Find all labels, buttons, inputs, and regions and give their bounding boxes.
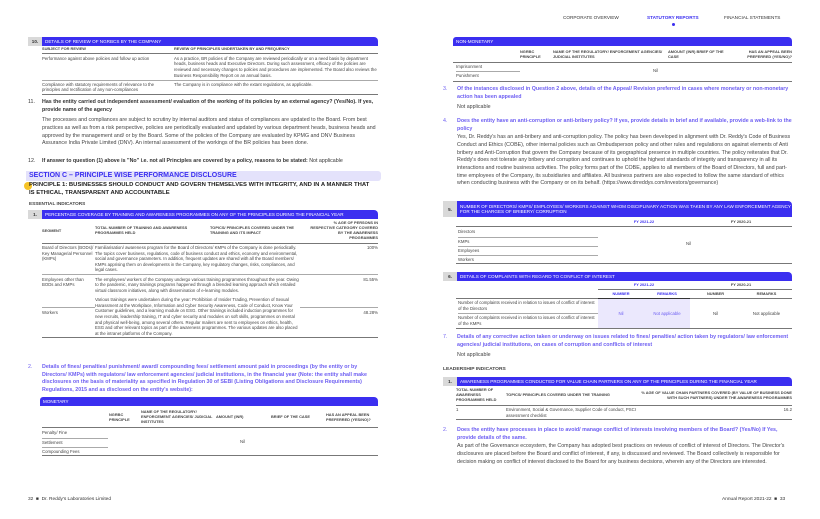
col-appeal: HAS AN APPEAL BEEN PREFERRED (YES/NO)? <box>326 411 371 422</box>
fy-2020-21: FY 2020-21 <box>730 282 752 287</box>
col-ngrbc: NGRBC PRINCIPLE <box>520 48 541 59</box>
q6-header <box>443 272 792 281</box>
row-directors-complaints: Number of complaints received in relation to issues of conflict of interest of the Directors <box>458 300 598 314</box>
col-segment: SEGMENT <box>42 227 62 233</box>
segment-cell: Employees other than BODs and KMPs <box>42 276 84 288</box>
segment-cell: Board of Directors (BODs)/ Key Managerial Personnel (KMPs) <box>42 245 94 262</box>
nav-financial-statements[interactable]: FINANCIAL STATEMENTS <box>724 15 781 20</box>
topics-cell: Environment, Social & Governance, Supplier Code of conduct, PSCI assessment checklist <box>506 407 636 418</box>
col-topics: TOPICS/ PRINCIPLES COVERED UNDER THE TRAINING AND ITS IMPACT <box>210 225 295 235</box>
topics-cell: Familiarisation/ awareness program for the Board of Directors/ KMPs of the Company is done periodically. The topics cover business, regulations, code of business conduct and ethics, economy and environmental, social and governance parameters. In addition, frequent updates are shared with all the Board members/ KMPs apprising them on developments in the Company, key regulatory changes, risks, compliances, and legal cases. <box>95 245 298 273</box>
l2-number: 2. <box>443 427 448 433</box>
q6-number: 6. <box>443 272 457 281</box>
col-topics: TOPICS/ PRINCIPLES COVERED UNDER THE TRAINING <box>506 392 610 398</box>
percentage-cell: 16.2 <box>783 407 792 412</box>
monetary-value: Nil <box>240 439 246 444</box>
col-appeal: HAS AN APPEAL BEEN PREFERRED (YES/NO)? <box>747 48 792 59</box>
right-footer: Annual Report 2021-22 ■ 33 <box>722 497 786 502</box>
col-amount: AMOUNT (INR) <box>216 414 244 420</box>
fy21-number: Nil <box>712 311 718 316</box>
table-row <box>42 245 378 273</box>
row-settlement: Settlement <box>42 439 108 448</box>
nav-corporate-overview[interactable]: CORPORATE OVERVIEW <box>563 15 619 20</box>
row-kmps-complaints: Number of complaints received in relation to issues of conflict of interest of the KMPs <box>458 315 595 326</box>
fy-2021-22: FY 2021-22 <box>633 282 655 287</box>
nonmonetary-table <box>453 47 792 82</box>
fy-2020-21: FY 2020-21 <box>730 219 752 224</box>
row-penalty: Penalty/ Fine <box>42 430 108 439</box>
topics-cell: The employees/ workers of the Company undergo various training programmes throughout the year. Owing to the pandemic, many trainings programs happened through a blended learning approach which entailed virtual classroom initiatives, along with dissemination of e-learning modules. <box>95 276 299 293</box>
table-row <box>42 297 378 336</box>
l1-table <box>456 387 792 420</box>
q3 <box>443 86 793 112</box>
q12-question: If answer to question (1) above is "No" i.e. not all Principles are covered by a policy, reasons to be stated: <box>42 158 308 164</box>
q11-answer: The processes and compliances are subject to scrutiny by internal auditors and status of compliances are updated to the Board. From best practices as well as from a risk perspective, policies are periodically evaluated and updated by various department heads, business heads and approved by the management and/ or by the Board. Some of the policies of the Company are evaluated by KPMG and DNV Business Assurance India Private Limited (DNV). An internal assessment of the workings of the BR policies has been done. <box>42 117 376 147</box>
l1-header <box>443 377 792 386</box>
q2 <box>28 364 378 395</box>
q6-table <box>456 282 792 329</box>
q4-number: 4. <box>443 118 448 124</box>
q3-question: Of the instances disclosed in Question 2 above, details of the Appeal/ Revision preferred in cases where monetary or non-monetary action has been appealed <box>457 86 789 100</box>
row-compounding: Compounding Fees <box>42 449 80 454</box>
q5-value: Nil <box>686 241 692 246</box>
l2-question: Does the entity have processes in place to avoid/ manage conflict of interests involving members of the Board? (Yes/No) If Yes, provide details of the same. <box>457 427 778 441</box>
fy21-remarks: Not applicable <box>752 311 781 316</box>
q10-title: DETAILS OF REVIEW OF NGRBCS BY THE COMPANY <box>42 37 378 46</box>
col-total: TOTAL NUMBER OF TRAINING AND AWARENESS PROGRAMMES HELD <box>95 225 188 235</box>
q1-header <box>28 210 378 219</box>
col-remarks: REMARKS <box>657 291 677 296</box>
q5-table <box>456 218 792 264</box>
q12-number: 12. <box>28 158 36 164</box>
page-number: 33 <box>779 497 786 502</box>
row-workers: Workers <box>458 257 474 262</box>
total-cell: 1 <box>456 407 459 412</box>
col-total: TOTAL NUMBER OF AWARENESS PROGRAMMES HELD <box>456 387 497 402</box>
report-name: Annual Report 2021-22 <box>722 497 772 502</box>
segment-cell: Workers <box>42 307 95 317</box>
monetary-header <box>40 397 378 406</box>
q2-question: Details of fines/ penalties/ punishment/ award/ compounding fees/ settlement amount paid in proceedings (by the entity or by Directors/ KMPs) with regulators/ law enforcement agencies/ judicial institutions, in the financial year (Note: the entity shall make disclosures on the basis of materiality as specified in Regulation 30 of SEBI (Listing Obligations and Disclosure Requirements) Regulations, 2015 and as disclosed on the entity's website): <box>42 364 367 394</box>
q7-answer: Not applicable <box>457 352 491 359</box>
q4-answer: Yes, Dr. Reddy's has an anti-bribery and anti-corruption policy. The policy has been developed in alignment with Dr. Reddy's Code of Business Conduct and Ethics (COBE), other internal policies such as Ombudsperson policy and other rules and regulations on against elements of Anti bribery and Anti-Corruption that govern the Company because of its geographical presence in multiple countries. The policy reiterates that Dr. Reddy's does not tolerate any bribery and corruption and continues to uphold the highest standards of integrity and transparency in all its interactions and routine business activities. The policy forms part of the COBE, applies to all members of the Board of Directors, full and part-time employees of the Company, its subsidiaries and affiliates. All business partners are also expected to follow the same standard of ethics when conducting business with the Company or on its behalf. (https://www.drreddys.com/investors/governance) <box>457 134 791 187</box>
q4 <box>443 118 793 188</box>
q5-title: NUMBER OF DIRECTORS/ KMPS/ EMPLOYEES/ WORKERS AGAINST WHOM DISCIPLINARY ACTION WAS TAKEN BY ANY LAW ENFORCEMENT AGENCY FOR THE CHARGES OF BRIBERY/ CORRUPTION <box>457 201 792 217</box>
review-cell: As a practice, BR policies of the Company are reviewed periodically or on a need basis by department heads, business heads and Executive Directors. During such assessment, efficacy of the policies are reviewed and necessary changes to policies and procedures are implemented. The Board also reviews the Business Responsibility Report on an annual basis. <box>174 55 377 78</box>
monetary-title: MONETARY <box>40 397 378 406</box>
row-directors: Directors <box>458 229 598 238</box>
row-imprisonment: Imprisonment <box>456 64 520 72</box>
fy22-remarks: Not applicable <box>653 311 681 316</box>
training-table <box>42 220 378 338</box>
q2-number: 2. <box>28 364 33 370</box>
col-agency: NAME OF THE REGULATORY/ ENFORCEMENT AGENCIES/ JUDICIAL INSTITUTES <box>141 409 213 424</box>
q11-number: 11. <box>28 99 35 105</box>
q12 <box>28 158 388 166</box>
monetary-table <box>42 408 378 456</box>
col-agency: NAME OF THE REGULATORY/ ENFORCEMENT AGENCIES/ JUDICIAL INSTITUTES <box>553 48 663 59</box>
row-kmps: KMPs <box>458 238 598 247</box>
q10-col-subject: SUBJECT FOR REVIEW <box>42 46 86 51</box>
table-row <box>42 277 378 294</box>
subject-cell: Compliance with statutory requirements of relevance to the principles and rectification of any non-compliances <box>42 81 155 93</box>
nonmonetary-title: NON-MONETARY <box>453 37 792 46</box>
topics-cell: Various trainings were undertaken during the year: Prohibition of Insider Trading, Prevention of Sexual Harassment at the Workplace, Information and Cyber Security Awareness, Code of Conduct, Know Your Customer guidelines, and a learning module on ESG. Other trainings included induction programmes for new recruits, leadership training, IT and cyber security and modules on soft skills, programmes on mental and physical well-being, among several others. Regular mailers are sent to employees on ethics, health, ESG and other relevant topics as part of the awareness programmes. The various updates are also placed at the intranet platforms of the Company. <box>95 297 298 336</box>
col-number: NUMBER <box>612 291 630 296</box>
fy-2021-22: FY 2021-22 <box>633 219 655 224</box>
q12-answer: Not applicable <box>309 158 343 164</box>
q1-title: PERCENTAGE COVERAGE BY TRAINING AND AWARENESS PROGRAMMES ON ANY OF THE PRINCIPLES DURING THE FINANCIAL YEAR <box>42 210 378 219</box>
q7-question: Details of any corrective action taken or underway on issues related to fines/ penalties/ action taken by regulators/ law enforcement agencies/ judicial institutions, on cases of corruption and conflicts of interest <box>457 334 789 348</box>
leadership-indicators-heading: LEADERSHIP INDICATORS <box>443 367 506 372</box>
q10-col-review: REVIEW OF PRINCIPLES UNDERTAKEN BY AND FREQUENCY <box>174 46 290 51</box>
col-amount-brief: AMOUNT (INR) BRIEF OF THE CASE <box>668 48 724 59</box>
l2 <box>443 427 793 466</box>
col-remarks: REMARKS <box>756 291 777 296</box>
page-number: 32 <box>28 497 34 502</box>
l1-number: 1. <box>443 377 457 386</box>
nav-statutory-reports[interactable]: STATUTORY REPORTS <box>647 15 699 20</box>
review-cell: The Company is in compliance with the extant regulations, as applicable. <box>174 81 313 87</box>
l1-title: AWARENESS PROGRAMMES CONDUCTED FOR VALUE CHAIN PARTNERS ON ANY OF THE PRINCIPLES DURING THE FINANCIAL YEAR <box>457 377 792 386</box>
col-percentage: % AGE OF PERSONS IN RESPECTIVE CATEGORY COVERED BY THE AWARENESS PROGRAMMES <box>310 220 378 240</box>
l2-answer: As part of the Governance ecosystem, the Company has adopted best practices on reviews of conflict of interest of Directors. The Director's disclosures are placed before the Board and conflict of interest, if any, is discussed and reviewed. The Board collectively is responsible for decision making on conflict of interest disclosed to the Board for any business decisions, wherein any of the Directors are interested. <box>457 443 785 465</box>
essential-indicators-heading: ESSENTIAL INDICATORS <box>29 201 86 206</box>
q5-header <box>443 201 792 217</box>
principle-title: PRINCIPLE 1: BUSINESSES SHOULD CONDUCT AND GOVERN THEMSELVES WITH INTEGRITY, AND IN A MANNER THAT IS ETHICAL, TRANSPARENT AND ACCOUNTABLE <box>29 182 370 196</box>
company-name: Dr. Reddy's Laboratories Limited <box>41 497 112 502</box>
q5-number: 5. <box>443 201 457 217</box>
q11 <box>28 99 378 148</box>
percentage-cell: 48.28% <box>300 307 378 317</box>
fy22-number: Nil <box>618 311 624 316</box>
percentage-cell: 100% <box>367 245 378 250</box>
section-title: SECTION C – PRINCIPLE WISE PERFORMANCE DISCLOSURE <box>26 171 381 181</box>
col-brief: BRIEF OF THE CASE <box>271 414 310 420</box>
nonmonetary-value: Nil <box>653 68 659 73</box>
q1-number: 1. <box>28 210 42 219</box>
table-row <box>456 407 792 418</box>
q4-question: Does the entity have an anti-corruption or anti-bribery policy? If yes, provide details in brief and if available, provide a web-link to the policy <box>457 118 792 132</box>
q7-number: 7. <box>443 334 448 340</box>
q3-answer: Not applicable <box>457 104 491 111</box>
q7 <box>443 334 793 360</box>
percentage-cell: 81.55% <box>363 276 378 282</box>
q10-table <box>42 47 378 95</box>
table-row <box>42 82 378 93</box>
q11-question: Has the entity carried out independent assessment/ evaluation of the working of its policies by an external agency? (Yes/No). If yes, provide name of the agency <box>42 99 374 113</box>
col-percentage: % AGE OF VALUE CHAIN PARTNERS COVERED (BY VALUE OF BUSINESS DONE WITH SUCH PARTNERS) UNDER THE AWARENESS PROGRAMMES <box>641 389 792 400</box>
row-employees: Employees <box>458 247 598 256</box>
q10-header <box>28 37 378 46</box>
col-ngrbc: NGRBC PRINCIPLE <box>109 411 130 422</box>
q6-title: DETAILS OF COMPLAINTS WITH REGARD TO CONFLICT OF INTEREST <box>457 272 792 281</box>
subject-cell: Performance against above policies and follow up action <box>42 55 150 61</box>
q3-number: 3. <box>443 86 448 92</box>
col-number: NUMBER <box>706 291 725 296</box>
left-footer: 32 ■ Dr. Reddy's Laboratories Limited <box>28 497 112 502</box>
table-row <box>42 56 378 78</box>
active-tab-indicator-icon <box>672 23 675 26</box>
q10-number: 10. <box>28 37 42 46</box>
nonmonetary-header <box>453 37 792 46</box>
row-punishment: Punishment <box>456 73 479 78</box>
